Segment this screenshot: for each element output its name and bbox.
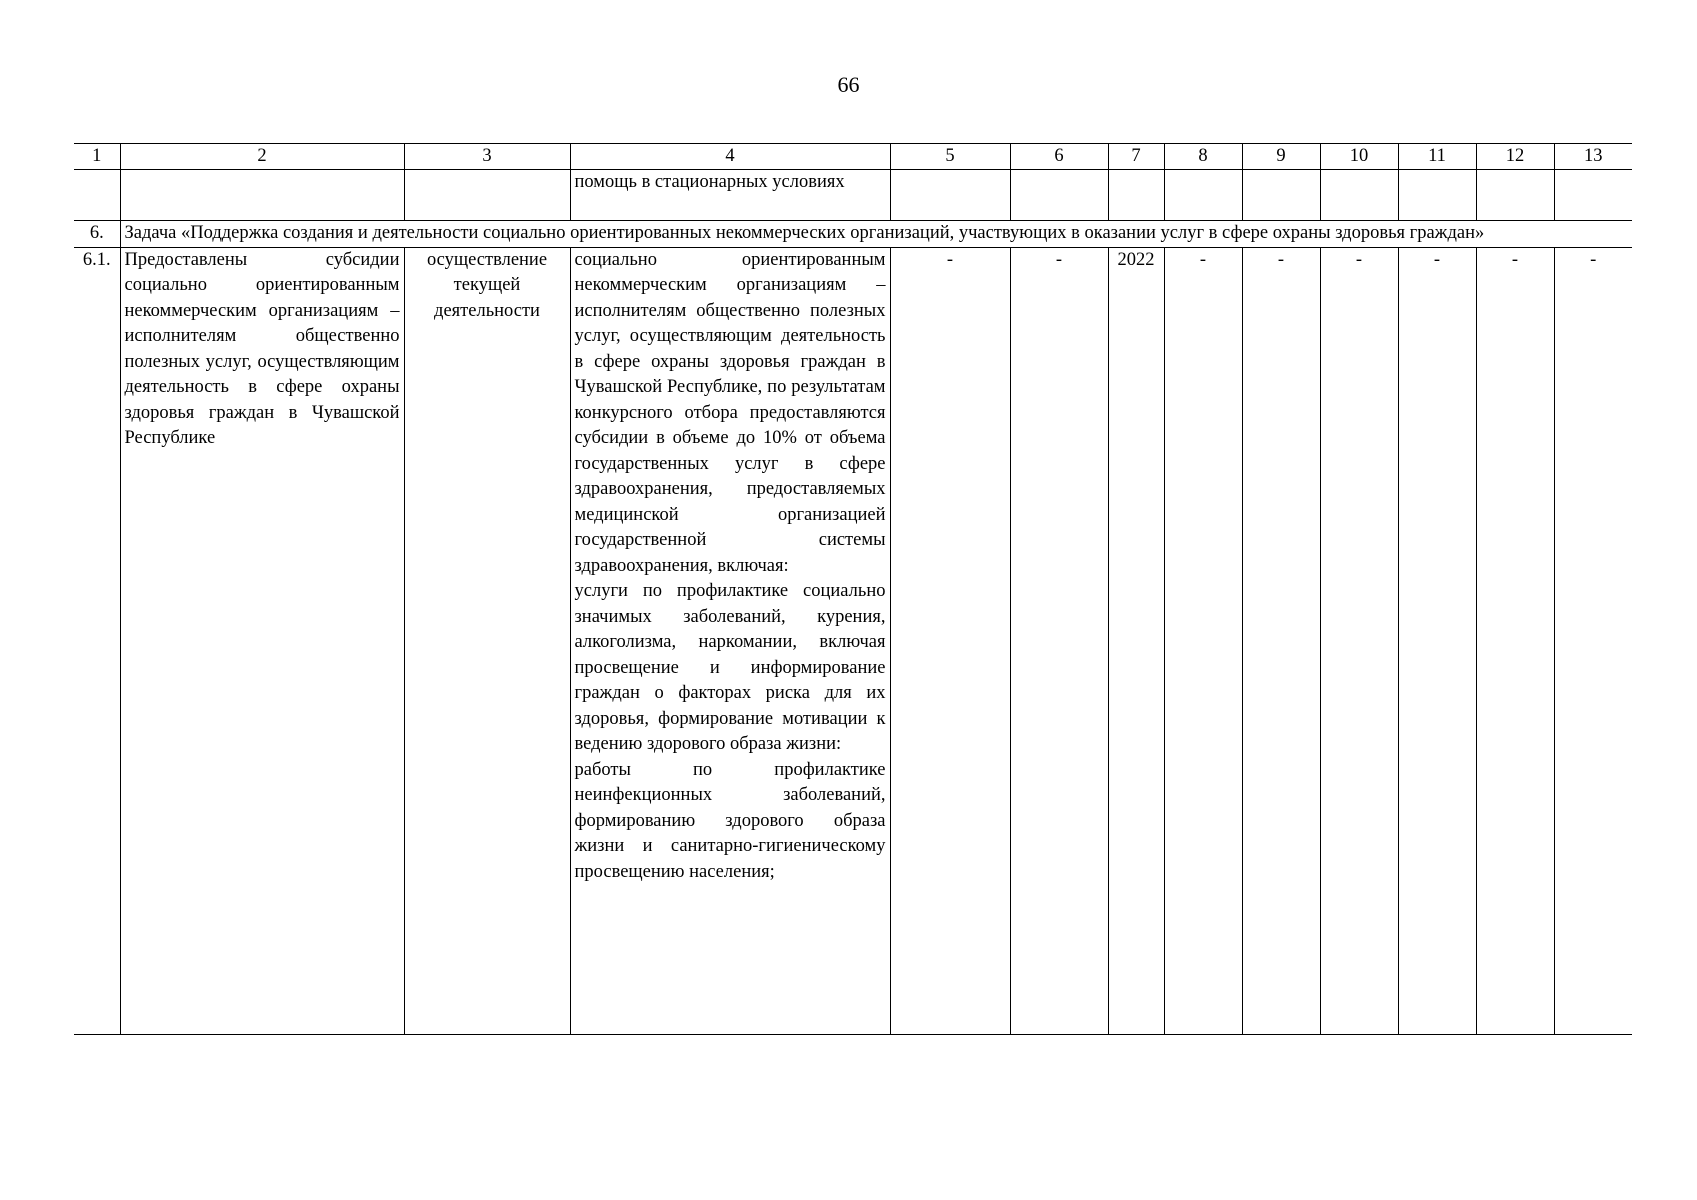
column-number-6: 6 xyxy=(1010,144,1108,170)
cell-col-6: - xyxy=(1010,247,1108,1034)
column-number-12: 12 xyxy=(1476,144,1554,170)
cell-col-8: - xyxy=(1164,247,1242,1034)
cell xyxy=(1398,170,1476,221)
column-number-2: 2 xyxy=(120,144,404,170)
cell-col-13: - xyxy=(1554,247,1632,1034)
column-number-9: 9 xyxy=(1242,144,1320,170)
cell xyxy=(1554,170,1632,221)
cell xyxy=(404,170,570,221)
page-number: 66 xyxy=(837,72,860,97)
column-number-11: 11 xyxy=(1398,144,1476,170)
row-number: 6.1. xyxy=(74,247,120,1034)
cell xyxy=(1242,170,1320,221)
column-number-1: 1 xyxy=(74,144,120,170)
column-number-3: 3 xyxy=(404,144,570,170)
cell-col-11: - xyxy=(1398,247,1476,1034)
row-activity-type: осуществление текущей деятельности xyxy=(404,247,570,1034)
task-number: 6. xyxy=(74,221,120,248)
column-number-5: 5 xyxy=(890,144,1010,170)
column-number-13: 13 xyxy=(1554,144,1632,170)
task-title: Задача «Поддержка создания и деятельности социально ориентированных некоммерческих организаций, участвующих в оказании услуг в сфере охраны здоровья граждан» xyxy=(120,221,1632,248)
cell xyxy=(1164,170,1242,221)
cell xyxy=(1010,170,1108,221)
table-row xyxy=(74,247,1632,1034)
row-details xyxy=(570,247,890,1034)
continuation-row xyxy=(74,170,1632,221)
cell xyxy=(74,170,120,221)
column-number-10: 10 xyxy=(1320,144,1398,170)
program-table xyxy=(74,143,1632,1035)
cell xyxy=(890,170,1010,221)
cell-col-5: - xyxy=(890,247,1010,1034)
task-row xyxy=(74,221,1632,248)
cell xyxy=(1108,170,1164,221)
cell xyxy=(120,170,404,221)
cell-col-12: - xyxy=(1476,247,1554,1034)
row-result-description: Предоставлены субсидии социально ориентированным некоммерческим организациям – исполнителям общественно полезных услуг, осуществляющим деятельность в сфере охраны здоровья граждан в Чувашской Республике xyxy=(120,247,404,1034)
details-paragraph: работы по профилактике неинфекционных заболеваний, формированию здорового образа жизни и санитарно-гигиеническому просвещению населения; xyxy=(574,759,886,882)
cell-col-7-year: 2022 xyxy=(1108,247,1164,1034)
details-paragraph: услуги по профилактике социально значимых заболеваний, курения, алкоголизма, наркомании, включая просвещение и информирование граждан о факторах риска для их здоровья, формирование мотивации к ведению здорового образа жизни: xyxy=(574,581,886,754)
details-paragraph: социально ориентированным некоммерческим организациям – исполнителям общественно полезных услуг, осуществляющим деятельность в сфере охраны здоровья граждан в Чувашской Республике, по результатам конкурсного отбора предоставляются субсидии в объеме до 10% от объема государственных услуг в сфере здравоохранения, предоставляемых медицинской организацией государственной системы здравоохранения, включая: xyxy=(574,249,886,576)
cell-col-9: - xyxy=(1242,247,1320,1034)
column-numbers-row xyxy=(74,144,1632,170)
cell xyxy=(1320,170,1398,221)
cell xyxy=(1476,170,1554,221)
column-number-7: 7 xyxy=(1108,144,1164,170)
cell-col-10: - xyxy=(1320,247,1398,1034)
column-number-4: 4 xyxy=(570,144,890,170)
continuation-text: помощь в стационарных условиях xyxy=(570,170,890,221)
column-number-8: 8 xyxy=(1164,144,1242,170)
